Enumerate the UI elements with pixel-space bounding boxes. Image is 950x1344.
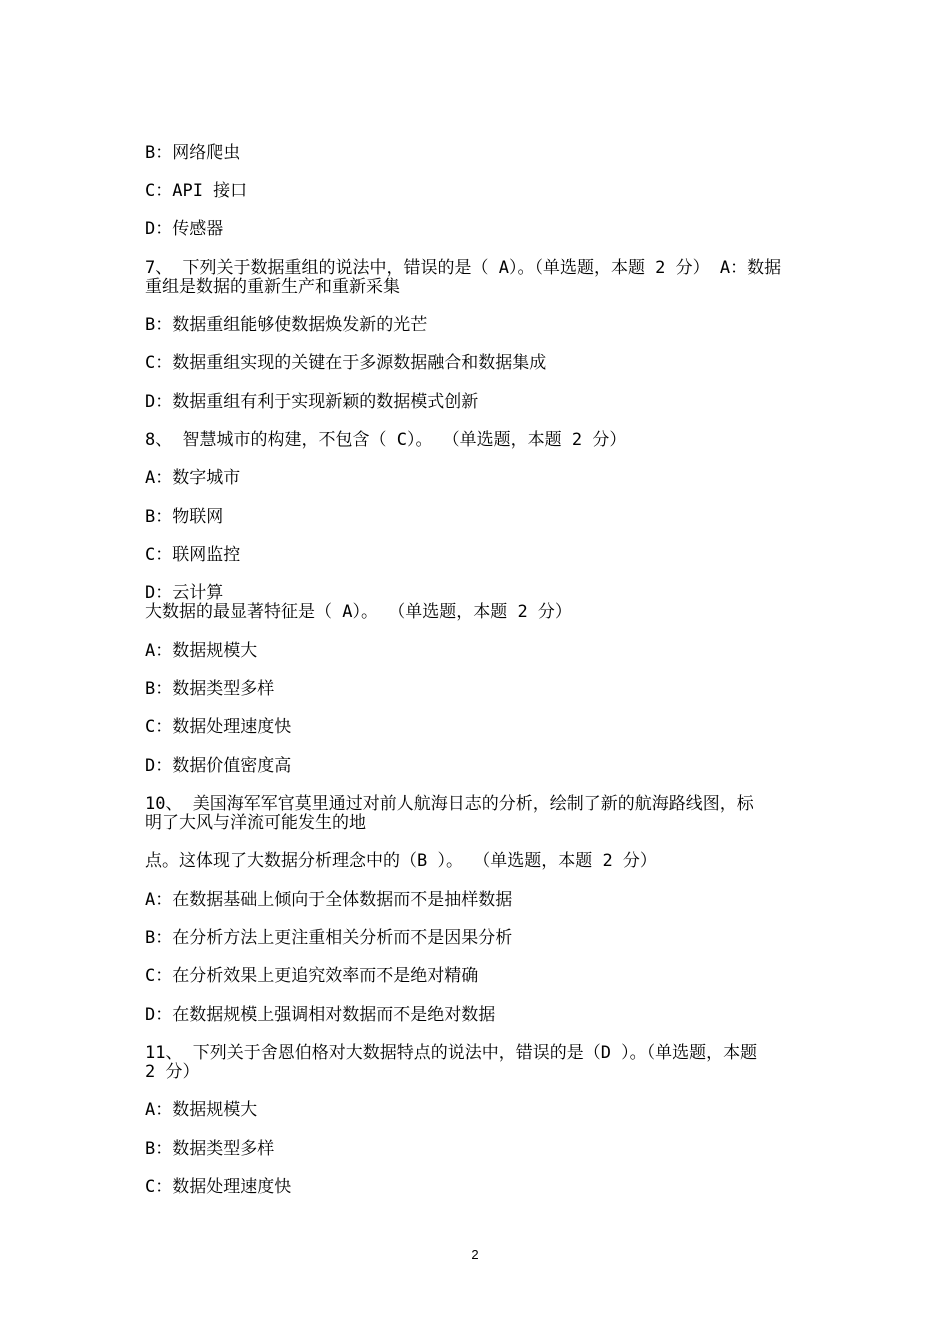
q9-option-c: C：数据处理速度快 xyxy=(145,717,292,737)
q11-stem-line2: 2 分） xyxy=(145,1062,200,1082)
q8-stem: 8、 智慧城市的构建，不包含（ C）。 （单选题，本题 2 分） xyxy=(145,430,627,450)
q9-option-b: B：数据类型多样 xyxy=(145,679,275,699)
q6-option-b: B：网络爬虫 xyxy=(145,143,241,163)
q10-stem-line3: 点。这体现了大数据分析理念中的（B ）。 （单选题，本题 2 分） xyxy=(145,851,657,871)
q11-stem-line1: 11、 下列关于舍恩伯格对大数据特点的说法中，错误的是（D ）。（单选题，本题 xyxy=(145,1043,758,1063)
q10-stem-line2: 明了大风与洋流可能发生的地 xyxy=(145,813,366,833)
page-number: 2 xyxy=(471,1247,479,1262)
q10-stem-line1: 10、 美国海军军官莫里通过对前人航海日志的分析，绘制了新的航海路线图，标 xyxy=(145,794,754,814)
q6-option-c: C：API 接口 xyxy=(145,181,248,201)
q8-option-c: C：联网监控 xyxy=(145,545,241,565)
q7-option-d: D：数据重组有利于实现新颖的数据模式创新 xyxy=(145,392,479,412)
q10-option-c: C：在分析效果上更追究效率而不是绝对精确 xyxy=(145,966,479,986)
q9-option-a: A：数据规模大 xyxy=(145,641,258,661)
q8-option-a: A：数字城市 xyxy=(145,468,241,488)
q8-option-b: B：物联网 xyxy=(145,507,224,527)
q8-option-d: D：云计算 xyxy=(145,583,224,603)
q10-option-b: B：在分析方法上更注重相关分析而不是因果分析 xyxy=(145,928,513,948)
q10-option-a: A：在数据基础上倾向于全体数据而不是抽样数据 xyxy=(145,890,513,910)
q11-option-a: A：数据规模大 xyxy=(145,1100,258,1120)
q7-stem-line2: 重组是数据的重新生产和重新采集 xyxy=(145,277,400,297)
q9-option-d: D：数据价值密度高 xyxy=(145,756,292,776)
q11-option-b: B：数据类型多样 xyxy=(145,1139,275,1159)
q11-option-c: C：数据处理速度快 xyxy=(145,1177,292,1197)
q7-stem-line1: 7、 下列关于数据重组的说法中，错误的是（ A）。（单选题，本题 2 分） A：数据 xyxy=(145,258,782,278)
q9-stem: 大数据的最显著特征是（ A）。 （单选题，本题 2 分） xyxy=(145,602,572,622)
q6-option-d: D：传感器 xyxy=(145,219,224,239)
q7-option-c: C：数据重组实现的关键在于多源数据融合和数据集成 xyxy=(145,353,547,373)
q10-option-d: D：在数据规模上强调相对数据而不是绝对数据 xyxy=(145,1005,496,1025)
q7-option-b: B：数据重组能够使数据焕发新的光芒 xyxy=(145,315,428,335)
